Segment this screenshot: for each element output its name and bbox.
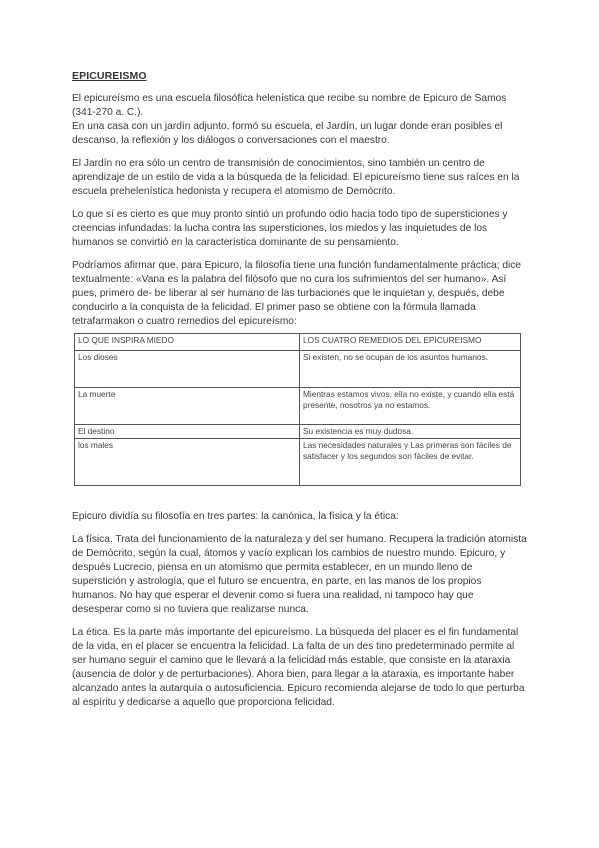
paragraph-garden: En una casa con un jardín adjunto, formó su escuela, el Jardín, un lugar donde eran posibles el descanso, la reflexión y los diálogos o conversaciones con el maestro. xyxy=(72,121,503,146)
paragraph-ethics: La ética. Es la parte más importante del epicureísmo. La búsqueda del placer es el fin fundamental de la vida, en el placer se encuentra la felicidad. La falta de un des tino predeterminado permite al ser humano seguir el camino que le llevará a la felicidad más estable, que consiste en la ataraxia (ausencia de dolor y de perturbaciones). Ahora bien, para llegar a la ataraxia, es importante haber alcanzado antes la autarquía o autosuficiencia. Epicuro recomienda alejarse de todo lo que perturba al espíritu y dedicarse a aquello que proporciona felicidad. xyxy=(72,627,525,708)
paragraph-superstition: Lo que sí es cierto es que muy pronto sintió un profundo odio hacia todo tipo de supersticiones y creencias infundadas: la lucha contra las supersticiones, los miedos y las inquietudes de los humanos se convirtió en la característica dominante de su pensamiento. xyxy=(72,209,508,248)
table-row xyxy=(75,388,521,425)
table-header-row xyxy=(75,334,521,351)
paragraph-intro-text: El epicureísmo es una escuela filosófica helenística que recibe su nombre de Epicuro de Samos (341-270 a. C.). xyxy=(72,93,507,118)
document-page xyxy=(72,70,527,719)
paragraph-intro xyxy=(72,92,527,120)
table-row xyxy=(75,351,521,388)
table-row xyxy=(75,425,521,439)
table-cell: Las necesidades naturales y Las primeras son fáciles de satisfacer y los segundos son fáciles de evitar. xyxy=(300,439,521,486)
table-row xyxy=(75,439,521,486)
document-title: EPICUREISMO xyxy=(72,70,147,82)
table-cell: los males xyxy=(75,439,300,486)
table-header-fear: LO QUE INSPIRA MIEDO xyxy=(75,334,300,351)
table-cell: Si existen, no se ocupan de los asuntos humanos. xyxy=(300,351,521,388)
table-cell: Mientras estamos vivos, ella no existe, y cuando ella está presente, nosotros ya no estamos. xyxy=(300,388,521,425)
table-cell: El destino xyxy=(75,425,300,439)
table-cell: La muerte xyxy=(75,388,300,425)
table-cell: Su existencia es muy dudosa. xyxy=(300,425,521,439)
table-cell: Los dioses xyxy=(75,351,300,388)
paragraph-philosophy: Podríamos afirmar que, para Epicuro, la filosofía tiene una función fundamentalmente práctica; dice textualmente: «Vana es la palabra del filósofo que no cura los sufrimientos del ser humano». Así pues, primero de- be liberar al ser humano de las turbaciones que le inquietan y, después, debe conducirlo a la conquista de la felicidad. El primer paso se obtiene con la fórmula llamada tetrafarmakon o cuatro remedios del epicureísmo: xyxy=(72,260,522,327)
paragraph-physics: La física. Trata del funcionamiento de la naturaleza y del ser humano. Recupera la tradición atomista de Demócrito, según la cual, átomos y vacío explican los cambios de nuestro mundo. Epicuro, y después Lucrecio, piensa en un atomismo que permita establecer, en un mundo lleno de superstición y astrología, que el futuro se encuentra, en parte, en las manos de los propios humanos. No hay que esperar el devenir como si fuera una realidad, ni tampoco hay que desesperar como si no tuviera que realizarse nunca. xyxy=(72,534,527,615)
table-header-remedies: LOS CUATRO REMEDIOS DEL EPICUREISMO xyxy=(300,334,521,351)
remedies-table xyxy=(74,333,521,486)
paragraph-center: El Jardín no era sólo un centro de transmisión de conocimientos, sino también un centro de aprendizaje de un estilo de vida a la búsqueda de la felicidad. El epicureísmo tiene sus raíces en la escuela prehelenística hedonista y recupera el atomismo de Demócrito. xyxy=(72,158,520,197)
paragraph-parts: Epicuro dividía su filosofía en tres partes: la canónica, la física y la ética: xyxy=(72,511,399,522)
